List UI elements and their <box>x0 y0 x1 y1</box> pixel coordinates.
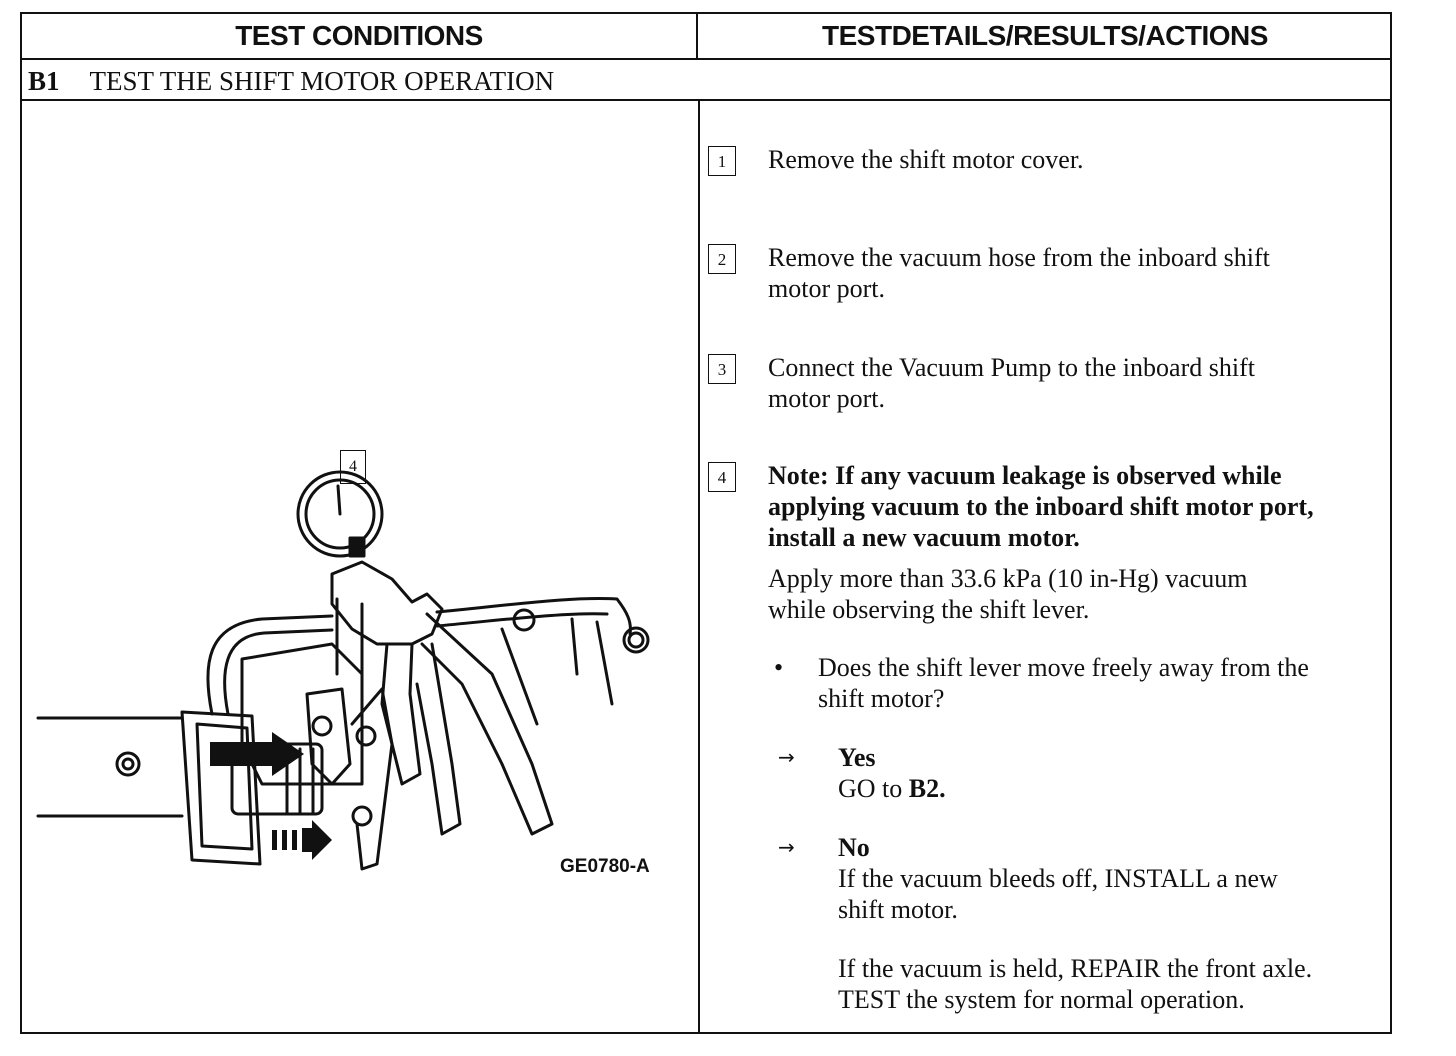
column-divider <box>698 100 700 1032</box>
section-title: TEST THE SHIFT MOTOR OPERATION <box>89 65 555 96</box>
bullet-dot: • <box>774 653 784 682</box>
arrow-right-icon: → <box>778 745 795 769</box>
step-1-text: Remove the shift motor cover. <box>768 145 1084 174</box>
question-line-2: shift motor? <box>818 684 945 713</box>
test-table <box>20 12 1392 1034</box>
header-test-conditions: TEST CONDITIONS <box>22 14 698 58</box>
step-3-line-2: motor port. <box>768 384 885 413</box>
step-number-3: 3 <box>708 354 736 384</box>
section-code: B1 <box>28 65 60 96</box>
note-line-1: If any vacuum leakage is observed while <box>835 461 1282 490</box>
yes-label: Yes <box>838 743 876 772</box>
note-label: Note: <box>768 461 829 490</box>
arrow-right-icon: → <box>778 835 795 859</box>
figure-label: GE0780-A <box>560 856 650 877</box>
section-title-row <box>28 62 554 100</box>
no-line-3: If the vacuum is held, REPAIR the front axle. <box>838 954 1313 983</box>
step-2-line-1: Remove the vacuum hose from the inboard shift <box>768 243 1270 272</box>
no-label: No <box>838 833 870 862</box>
apply-line-1: Apply more than 33.6 kPa (10 in-Hg) vacuum <box>768 564 1248 593</box>
no-line-4: TEST the system for normal operation. <box>838 985 1245 1014</box>
apply-line-2: while observing the shift lever. <box>768 595 1090 624</box>
step-number-4: 4 <box>708 462 736 492</box>
header-test-details: TESTDETAILS/RESULTS/ACTIONS <box>822 20 1268 51</box>
step-2-line-2: motor port. <box>768 274 885 303</box>
vacuum-pump-illustration <box>32 344 692 914</box>
question-line-1: Does the shift lever move freely away from the <box>818 653 1309 682</box>
step-3-line-1: Connect the Vacuum Pump to the inboard shift <box>768 353 1255 382</box>
no-line-2: shift motor. <box>838 895 958 924</box>
header-divider <box>22 58 1390 60</box>
figure-callout-4: 4 <box>340 450 366 484</box>
step-number-1: 1 <box>708 146 736 176</box>
step-number-2: 2 <box>708 244 736 274</box>
goto-target: B2. <box>908 774 946 803</box>
section-divider <box>22 99 1390 101</box>
goto-prefix: GO to <box>838 774 903 803</box>
note-line-3: install a new vacuum motor. <box>768 523 1080 552</box>
no-line-1: If the vacuum bleeds off, INSTALL a new <box>838 864 1278 893</box>
note-line-2: applying vacuum to the inboard shift motor port, <box>768 492 1314 521</box>
